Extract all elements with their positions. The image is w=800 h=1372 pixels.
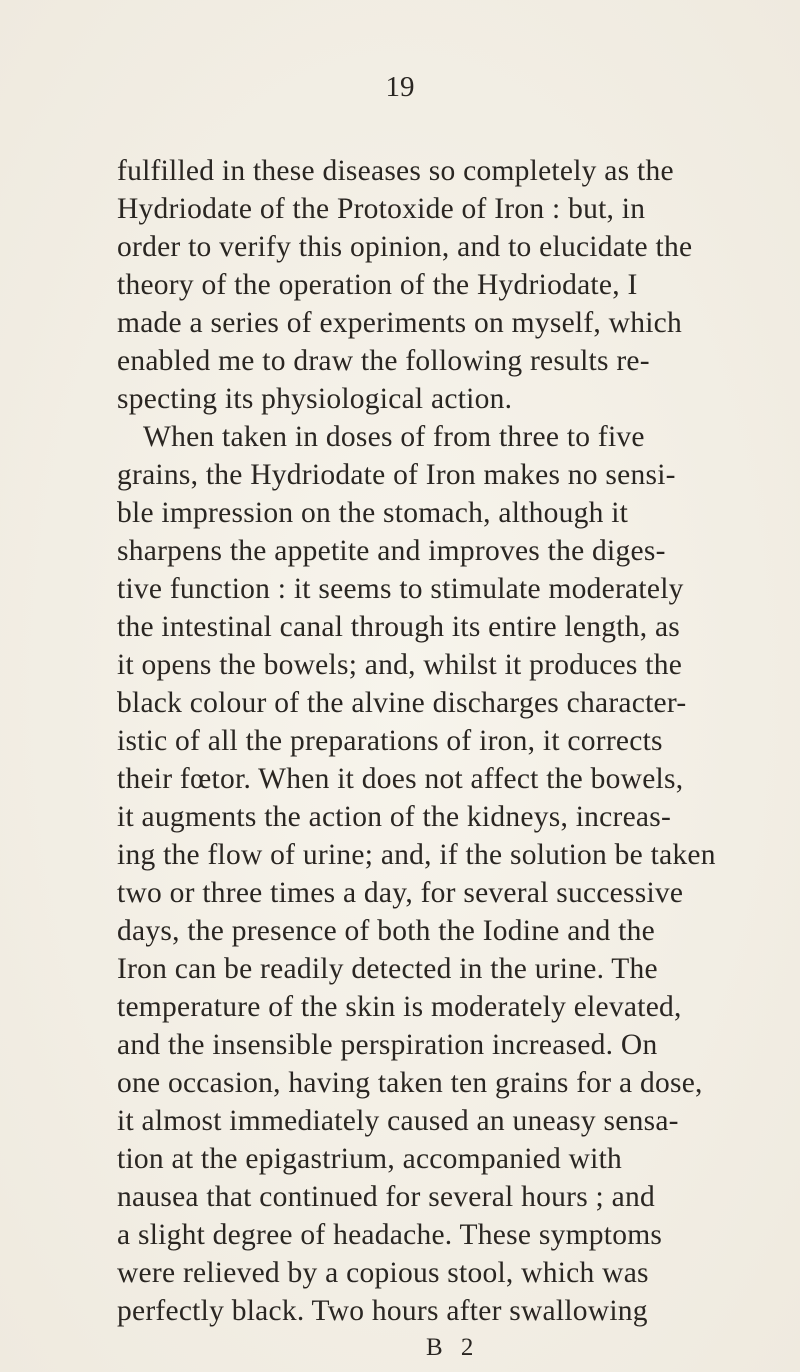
text-line-20: two or three times a day, for several successive: [117, 877, 684, 909]
text-line-2: Hydriodate of the Protoxide of Iron : but, in: [117, 193, 646, 225]
text-line-6: enabled me to draw the following results re-: [117, 345, 650, 377]
text-line-27: tion at the epigastrium, accompanied with: [117, 1143, 623, 1175]
text-line-23: temperature of the skin is moderately elevated,: [117, 991, 682, 1023]
text-line-14: it opens the bowels; and, whilst it produces the: [117, 649, 683, 681]
text-line-9: grains, the Hydriodate of Iron makes no sensi-: [117, 459, 676, 491]
text-line-22: Iron can be readily detected in the urine. The: [117, 953, 658, 985]
text-line-24: and the insensible perspiration increased. On: [117, 1029, 658, 1061]
text-line-28: nausea that continued for several hours ; and: [117, 1181, 655, 1213]
text-line-1: fulfilled in these diseases so completely as the: [117, 155, 674, 187]
text-line-4: theory of the operation of the Hydriodate, I: [117, 269, 638, 301]
text-line-30: were relieved by a copious stool, which was: [117, 1257, 649, 1289]
page-number: 19: [385, 71, 415, 103]
text-line-13: the intestinal canal through its entire length, as: [117, 611, 681, 643]
text-line-7: specting its physiological action.: [117, 383, 513, 415]
text-line-19: ing the flow of urine; and, if the solution be taken: [117, 839, 716, 871]
text-line-10: ble impression on the stomach, although it: [117, 497, 629, 529]
text-line-25: one occasion, having taken ten grains for a dose,: [117, 1067, 703, 1099]
text-line-12: tive function : it seems to stimulate moderately: [117, 573, 684, 605]
text-line-3: order to verify this opinion, and to elucidate the: [117, 231, 693, 263]
text-line-15: black colour of the alvine discharges character-: [117, 687, 687, 719]
text-line-8: When taken in doses of from three to five: [143, 421, 645, 453]
text-line-18: it augments the action of the kidneys, increas-: [117, 801, 672, 833]
signature-mark: B 2: [426, 1334, 480, 1361]
text-line-29: a slight degree of headache. These symptoms: [117, 1219, 663, 1251]
text-line-17: their fœtor. When it does not affect the bowels,: [117, 763, 684, 795]
text-line-21: days, the presence of both the Iodine and the: [117, 915, 655, 947]
text-line-16: istic of all the preparations of iron, it corrects: [117, 725, 663, 757]
text-line-31: perfectly black. Two hours after swallowing: [117, 1295, 648, 1327]
text-line-5: made a series of experiments on myself, which: [117, 307, 683, 339]
text-line-11: sharpens the appetite and improves the diges-: [117, 535, 666, 567]
text-line-26: it almost immediately caused an uneasy sensa-: [117, 1105, 679, 1137]
